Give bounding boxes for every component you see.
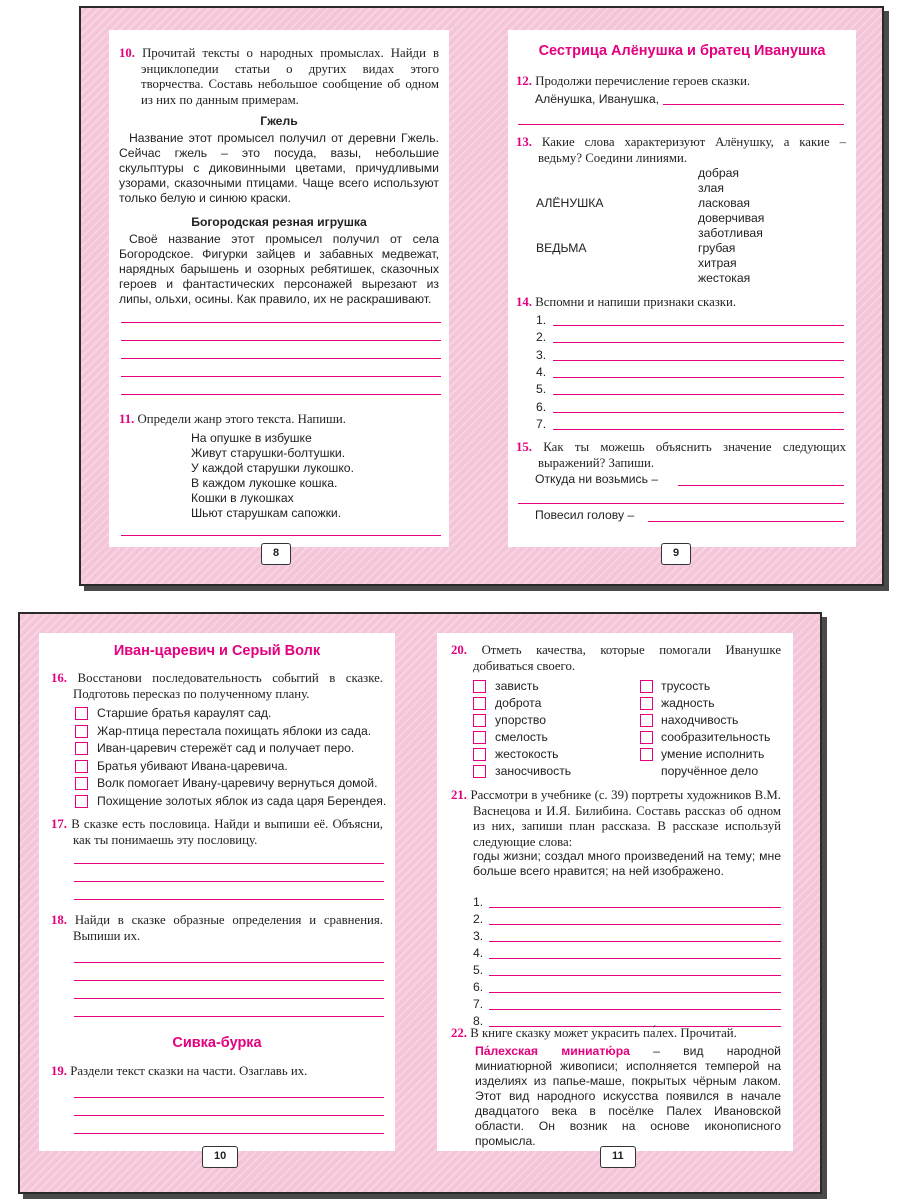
heroes-start: Алёнушка, Иванушка, — [535, 92, 660, 106]
book-icon — [227, 1146, 238, 1168]
task-text: Вспомни и напиши признаки сказки. — [535, 295, 737, 309]
gzhel-text: Название этот промысел получил от деревни Гжель. Сейчас гжель – это посуда, вазы, небольшие скульптуры с диковинными цветами, причудливыми узорами, сказочными птицами. Чаще всего используют только белую и синюю краски. — [119, 131, 439, 205]
bogorod-text: Своё название этот промысел получил от села Богородское. Фигурки зайцев и забавных медвежат, нарядных барышень и озорных ребятишек, сказочных героев и фантастических персонажей вырезают из липы, ольхи, осины. Как правило, их не раскрашивают. — [119, 232, 439, 306]
poem-line: Кошки в лукошках — [191, 491, 294, 505]
book-icon — [202, 1146, 213, 1168]
list-number: 2. — [536, 330, 547, 345]
order-checkbox[interactable] — [75, 742, 88, 755]
task-number: 19. — [51, 1064, 67, 1078]
task-11 — [119, 412, 439, 428]
answer-line[interactable] — [74, 1097, 384, 1098]
answer-line[interactable] — [489, 1009, 781, 1010]
task-text: Отметь качества, которые помогали Иванушке добиваться своего. — [473, 643, 781, 673]
task-number: 22. — [451, 1026, 467, 1040]
quality-label: трусость — [661, 679, 711, 693]
list-number: 7. — [536, 416, 547, 431]
answer-line[interactable] — [678, 485, 844, 486]
order-checkbox[interactable] — [75, 777, 88, 790]
task-text: Определи жанр этого текста. Напиши. — [137, 412, 346, 426]
page-11 — [437, 633, 793, 1151]
book-icon — [680, 543, 691, 565]
answer-line[interactable] — [648, 521, 844, 522]
task-number: 14. — [516, 295, 532, 309]
match-word[interactable]: жестокая — [698, 271, 751, 285]
answer-line[interactable] — [74, 863, 384, 864]
book-icon — [661, 543, 672, 565]
answer-line[interactable] — [489, 907, 781, 908]
poem — [191, 431, 421, 521]
task-text: Восстанови последовательность событий в сказке. Подготовь пересказ по полученному плану. — [73, 671, 383, 701]
task-22 — [451, 1026, 781, 1042]
answer-line[interactable] — [74, 998, 384, 999]
poem-line: В каждом лукошке кошка. — [191, 476, 338, 490]
answer-line[interactable] — [553, 325, 844, 326]
page-8 — [109, 30, 449, 547]
list-number: 5. — [473, 963, 484, 977]
list-number: 6. — [473, 980, 484, 994]
task-number: 17. — [51, 817, 67, 831]
match-left-alenushka[interactable]: АЛЁНУШКА — [536, 196, 604, 210]
section-title: Сивка-бурка — [172, 1035, 262, 1051]
task-text: Продолжи перечисление героев сказки. — [535, 74, 751, 88]
task-number: 10. — [119, 46, 135, 60]
poem-line: На опушке в избушке — [191, 431, 312, 445]
answer-line[interactable] — [121, 358, 441, 359]
answer-line[interactable] — [74, 1016, 384, 1017]
quality-label: заносчивость — [495, 764, 572, 778]
answer-line[interactable] — [74, 899, 384, 900]
book-icon — [280, 543, 291, 565]
answer-line[interactable] — [121, 376, 441, 377]
answer-line[interactable] — [74, 881, 384, 882]
bottom-spread — [18, 612, 822, 1194]
answer-line[interactable] — [74, 980, 384, 981]
task-18 — [51, 913, 383, 944]
list-number: 2. — [473, 912, 484, 926]
answer-line[interactable] — [553, 394, 844, 395]
match-left-vedma[interactable]: ВЕДЬМА — [536, 241, 587, 255]
quality-label: жадность — [661, 696, 715, 710]
answer-line[interactable] — [121, 322, 441, 323]
top-spread — [79, 6, 884, 586]
task-text: Рассмотри в учебнике (с. 39) портреты художников В.М. Васнецова и И.Я. Билибина. Составь рассказ об одном из них, запиши план рассказа. В рассказе используй следующие слова: — [470, 788, 781, 849]
palekh-definition — [475, 1044, 781, 1149]
answer-line[interactable] — [489, 941, 781, 942]
match-word[interactable]: заботливая — [698, 226, 763, 240]
answer-line[interactable] — [518, 503, 844, 504]
task-text: Прочитай тексты о народных промыслах. Найди в энциклопедии статьи о других видах этого творчества. Составь небольшое сообщение об одном из них по данным примерам. — [141, 46, 440, 107]
task-21-words: годы жизни; создал много произведений на тему; мне больше всего нравится; на ней изображено. — [473, 849, 781, 878]
task-number: 15. — [516, 440, 532, 454]
quality-label: доброта — [495, 696, 542, 710]
book-icon — [625, 1146, 636, 1168]
list-number: 3. — [536, 347, 547, 362]
list-number: 3. — [473, 929, 484, 943]
order-checkbox[interactable] — [75, 795, 88, 808]
task-text: В сказке есть пословица. Найди и выпиши её. Объясни, как ты понимаешь эту пословицу. — [71, 817, 383, 847]
answer-line[interactable] — [74, 962, 384, 963]
task-15 — [516, 440, 846, 471]
match-word[interactable]: хитрая — [698, 256, 737, 270]
page-10 — [39, 633, 395, 1151]
order-checkbox[interactable] — [75, 707, 88, 720]
task-number: 20. — [451, 643, 467, 657]
page-number: 11 — [611, 1146, 625, 1168]
match-word[interactable]: грубая — [698, 241, 736, 255]
answer-line[interactable] — [121, 394, 441, 395]
match-word[interactable]: ласковая — [698, 196, 750, 210]
answer-line[interactable] — [553, 360, 844, 361]
match-word[interactable]: злая — [698, 181, 724, 195]
bogorod-title: Богородская резная игрушка — [191, 215, 367, 229]
list-number: 8. — [473, 1014, 484, 1028]
match-word[interactable]: добрая — [698, 166, 740, 180]
page-number-9 — [661, 543, 691, 565]
answer-line[interactable] — [74, 1115, 384, 1116]
quality-label: упорство — [495, 713, 547, 727]
page-9 — [508, 30, 856, 547]
task-text: Какие слова характеризуют Алёнушку, а какие – ведьму? Соедини линиями. — [538, 135, 846, 165]
event-item: Похищение золотых яблок из сада царя Берендея. — [97, 793, 387, 808]
list-number: 4. — [473, 946, 484, 960]
page-title: Иван-царевич и Серый Волк — [113, 643, 321, 659]
task-text: Как ты можешь объяснить значение следующих выражений? Запиши. — [538, 440, 847, 470]
gzhel-title: Гжель — [260, 114, 298, 128]
poem-line: Живут старушки-болтушки. — [191, 446, 346, 460]
palekh-text: – вид народной миниатюрной живописи; исполняется темперой на изделиях из папье-маше, покрытых чёрным лаком. Этот вид народного искусства появился в начале двадцатого века в посёлке Палех Ивановской области. Он возник на основе иконописного промысла. — [475, 1044, 781, 1148]
event-item: Волк помогает Ивану-царевичу вернуться домой. — [97, 776, 378, 790]
quality-label: находчивость — [661, 713, 739, 727]
task-number: 21. — [451, 788, 467, 802]
book-icon — [261, 543, 272, 565]
event-item: Жар-птица перестала похищать яблоки из сада. — [97, 723, 372, 738]
answer-line[interactable] — [553, 377, 844, 378]
page-title: Сестрица Алёнушка и братец Иванушка — [538, 43, 826, 59]
task-text: В книге сказку может украсить па́лех. Прочитай. — [470, 1026, 737, 1040]
answer-line[interactable] — [553, 412, 844, 413]
answer-line[interactable] — [553, 342, 844, 343]
quality-label: умение исполнить — [661, 747, 765, 761]
quality-label: зависть — [495, 679, 539, 693]
page-number-8 — [261, 543, 291, 565]
event-item: Старшие братья караулят сад. — [97, 706, 272, 720]
poem-line: У каждой старушки лукошко. — [191, 461, 354, 475]
page-number: 8 — [272, 543, 280, 565]
quality-label: жестокость — [495, 747, 559, 761]
poem-line: Шьют старушкам сапожки. — [191, 506, 342, 520]
answer-line[interactable] — [489, 975, 781, 976]
event-item: Братья убивают Ивана-царевича. — [97, 758, 288, 773]
list-number: 1. — [473, 895, 484, 909]
answer-line[interactable] — [74, 1133, 384, 1134]
event-item: Иван-царевич стережёт сад и получает перо. — [97, 741, 355, 755]
page-number-10 — [202, 1146, 238, 1168]
page-number: 10 — [213, 1146, 227, 1168]
answer-line[interactable] — [121, 340, 441, 341]
task-10 — [119, 46, 439, 108]
list-number: 1. — [536, 313, 547, 327]
task-number: 12. — [516, 74, 532, 88]
list-number: 6. — [536, 399, 547, 414]
palekh-term: Па́лехская миниатю́ра — [475, 1044, 630, 1058]
task-number: 11. — [119, 412, 135, 426]
list-number: 4. — [536, 364, 547, 379]
order-checkbox[interactable] — [75, 760, 88, 773]
task-number: 18. — [51, 913, 67, 927]
task-number: 13. — [516, 135, 532, 149]
answer-line[interactable] — [121, 535, 441, 536]
expression-2: Повесил голову – — [535, 508, 635, 522]
list-number: 7. — [473, 997, 484, 1011]
answer-line[interactable] — [489, 958, 781, 959]
task-text: Найди в сказке образные определения и сравнения. Выпиши их. — [73, 913, 383, 943]
expression-1: Откуда ни возьмись – — [535, 472, 659, 486]
task-19 — [51, 1064, 383, 1080]
quality-label: поручённое дело — [661, 764, 759, 778]
task-text: Раздели текст сказки на части. Озаглавь их. — [70, 1064, 308, 1078]
list-number: 5. — [536, 382, 547, 397]
page-number-11 — [600, 1146, 636, 1168]
quality-label: сообразительность — [661, 730, 771, 744]
book-icon — [600, 1146, 611, 1168]
task-number: 16. — [51, 671, 67, 685]
answer-line[interactable] — [553, 429, 844, 430]
match-word[interactable]: доверчивая — [698, 211, 765, 225]
task-17 — [51, 817, 383, 848]
quality-label: смелость — [495, 730, 548, 744]
page-number: 9 — [672, 543, 680, 565]
answer-line[interactable] — [489, 992, 781, 993]
order-checkbox[interactable] — [75, 725, 88, 738]
answer-line[interactable] — [489, 924, 781, 925]
